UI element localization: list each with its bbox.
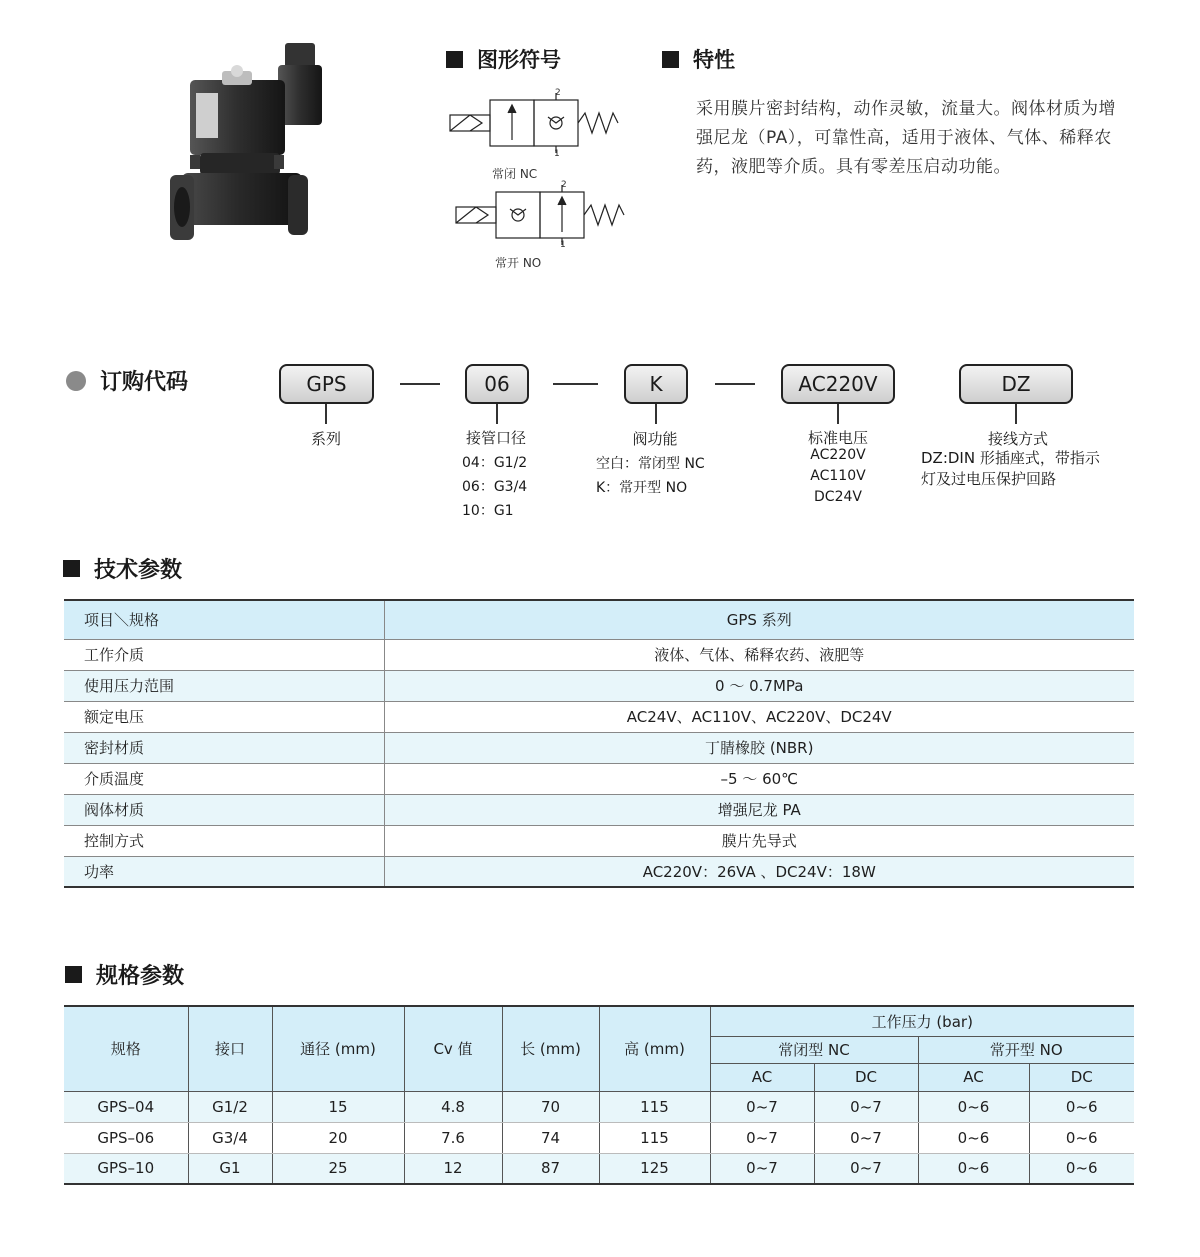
wiring-options: [921, 448, 1100, 490]
table-header-cell: DC: [814, 1063, 918, 1091]
code-dash: [715, 383, 755, 385]
table-row: [64, 1122, 1134, 1153]
table-row: [64, 825, 1134, 856]
table-header-cell: GPS 系列: [384, 600, 1134, 639]
no-caption: 常开 NO: [495, 256, 542, 270]
code-box-voltage: AC220V: [781, 364, 895, 404]
order-heading-text: 订购代码: [100, 370, 189, 395]
order-heading: [66, 365, 188, 396]
table-cell: GPS–04: [64, 1091, 188, 1122]
code-box-wiring: DZ: [959, 364, 1073, 404]
code-stem: [1015, 404, 1017, 424]
features-text: 采用膜片密封结构，动作灵敏，流量大。阀体材质为增强尼龙（PA），可靠性高，适用于液体、气体、稀释农药，液肥等介质。具有零差压启动功能。: [696, 99, 1116, 177]
nc-valve-symbol: [450, 93, 618, 153]
code-stem: [837, 404, 839, 424]
table-cell: 增强尼龙 PA: [384, 794, 1134, 825]
spec-heading-text: 规格参数: [96, 964, 185, 989]
table-row: [64, 856, 1134, 887]
nc-port-2-label: 2: [555, 88, 561, 98]
table-cell: 0~6: [918, 1153, 1029, 1184]
code-dash: [400, 383, 440, 385]
table-cell: 膜片先导式: [384, 825, 1134, 856]
table-cell: 0~6: [918, 1122, 1029, 1153]
code-box-port: 06: [465, 364, 529, 404]
code-stem: [325, 404, 327, 424]
table-cell: 功率: [64, 856, 384, 887]
table-cell: 0~6: [918, 1091, 1029, 1122]
table-cell: 额定电压: [64, 701, 384, 732]
table-cell: AC220V：26VA 、DC24V：18W: [384, 856, 1134, 887]
table-row: [64, 701, 1134, 732]
table-cell: 液体、气体、稀释农药、液肥等: [384, 639, 1134, 670]
table-cell: 4.8: [404, 1091, 502, 1122]
spec-params-table: [64, 1005, 1134, 1185]
table-cell: –5 ～ 60℃: [384, 763, 1134, 794]
table-cell: 15: [272, 1091, 404, 1122]
table-cell: 0~7: [814, 1153, 918, 1184]
port-label: 接管口径: [465, 429, 526, 447]
square-bullet-icon: [65, 966, 82, 983]
tech-heading: [63, 553, 182, 584]
table-row: [64, 639, 1134, 670]
port-option: 10：G1: [462, 503, 514, 519]
wiring-label: 接线方式: [987, 430, 1048, 448]
no-port-1-label: 1: [560, 240, 566, 250]
table-header-cell: 长 (mm): [502, 1006, 599, 1091]
nc-port-1-label: 1: [554, 149, 560, 159]
table-row: [64, 1153, 1134, 1184]
square-bullet-icon: [63, 560, 80, 577]
table-cell: AC24V、AC110V、AC220V、DC24V: [384, 701, 1134, 732]
port-options: [462, 451, 527, 523]
square-bullet-icon: [446, 51, 463, 68]
code-stem: [655, 404, 657, 424]
table-cell: G1/2: [188, 1091, 272, 1122]
features-heading: [662, 44, 735, 74]
table-cell: 0~6: [1029, 1153, 1134, 1184]
function-option: 空白：常闭型 NC: [596, 456, 705, 472]
table-cell: GPS–06: [64, 1122, 188, 1153]
table-cell: 0~6: [1029, 1091, 1134, 1122]
table-header-row: [64, 600, 1134, 639]
table-cell: 0~7: [710, 1153, 814, 1184]
voltage-option: AC110V: [810, 468, 866, 484]
table-cell: 0~7: [814, 1091, 918, 1122]
table-cell: 0~6: [1029, 1122, 1134, 1153]
table-cell: 丁腈橡胶 (NBR): [384, 732, 1134, 763]
table-cell: 115: [599, 1091, 710, 1122]
table-cell: G3/4: [188, 1122, 272, 1153]
table-header-cell: AC: [918, 1063, 1029, 1091]
circle-bullet-icon: [66, 371, 86, 391]
no-valve-symbol: [456, 185, 624, 245]
table-header-cell: 工作压力 (bar): [710, 1006, 1134, 1036]
table-header-cell: DC: [1029, 1063, 1134, 1091]
table-cell: 使用压力范围: [64, 670, 384, 701]
code-box-series: GPS: [279, 364, 374, 404]
table-cell: 125: [599, 1153, 710, 1184]
table-cell: 70: [502, 1091, 599, 1122]
table-cell: 20: [272, 1122, 404, 1153]
table-cell: 控制方式: [64, 825, 384, 856]
function-label: 阀功能: [632, 430, 678, 448]
table-cell: 74: [502, 1122, 599, 1153]
voltage-options: [798, 445, 878, 508]
table-cell: 0~7: [710, 1091, 814, 1122]
wiring-option: DZ:DIN 形插座式，带指示: [921, 449, 1100, 467]
table-header-cell: AC: [710, 1063, 814, 1091]
table-row: [64, 1091, 1134, 1122]
no-port-2-label: 2: [561, 180, 567, 190]
port-option: 06：G3/4: [462, 479, 528, 495]
table-cell: 12: [404, 1153, 502, 1184]
table-cell: 0 ～ 0.7MPa: [384, 670, 1134, 701]
table-cell: 0~7: [814, 1122, 918, 1153]
table-row: [64, 794, 1134, 825]
valve-symbols: [440, 85, 640, 250]
table-cell: 0~7: [710, 1122, 814, 1153]
voltage-label: 标准电压: [807, 429, 868, 447]
table-header-cell: 通径 (mm): [272, 1006, 404, 1091]
port-option: 04：G1/2: [462, 455, 528, 471]
code-stem: [496, 404, 498, 424]
table-cell: 介质温度: [64, 763, 384, 794]
function-options: [596, 452, 705, 500]
table-header-row: [64, 1006, 1134, 1036]
table-cell: 7.6: [404, 1122, 502, 1153]
voltage-option: DC24V: [814, 489, 862, 505]
square-bullet-icon: [662, 51, 679, 68]
symbol-heading: [446, 44, 561, 74]
table-row: [64, 763, 1134, 794]
product-photo: [160, 35, 350, 250]
nc-caption: 常闭 NC: [492, 167, 538, 181]
voltage-option: AC220V: [810, 447, 866, 463]
tech-params-table: [64, 599, 1134, 888]
spec-heading: [65, 959, 184, 990]
table-row: [64, 732, 1134, 763]
code-box-function: K: [624, 364, 688, 404]
tech-heading-text: 技术参数: [94, 558, 183, 583]
features-heading-text: 特性: [693, 48, 735, 72]
table-cell: 25: [272, 1153, 404, 1184]
table-cell: GPS–10: [64, 1153, 188, 1184]
table-header-cell: 常闭型 NC: [710, 1036, 918, 1063]
table-cell: 工作介质: [64, 639, 384, 670]
table-header-cell: 项目＼规格: [64, 600, 384, 639]
table-header-cell: 高 (mm): [599, 1006, 710, 1091]
series-label: 系列: [310, 430, 341, 448]
table-row: [64, 670, 1134, 701]
wiring-option: 灯及过电压保护回路: [921, 470, 1057, 488]
table-header-cell: 接口: [188, 1006, 272, 1091]
symbol-heading-text: 图形符号: [477, 48, 561, 72]
code-dash: [553, 383, 598, 385]
table-header-cell: Cv 值: [404, 1006, 502, 1091]
table-cell: 115: [599, 1122, 710, 1153]
function-option: K：常开型 NO: [596, 480, 688, 496]
table-header-cell: 常开型 NO: [918, 1036, 1134, 1063]
table-cell: G1: [188, 1153, 272, 1184]
table-cell: 87: [502, 1153, 599, 1184]
table-header-cell: 规格: [64, 1006, 188, 1091]
table-cell: 阀体材质: [64, 794, 384, 825]
table-cell: 密封材质: [64, 732, 384, 763]
